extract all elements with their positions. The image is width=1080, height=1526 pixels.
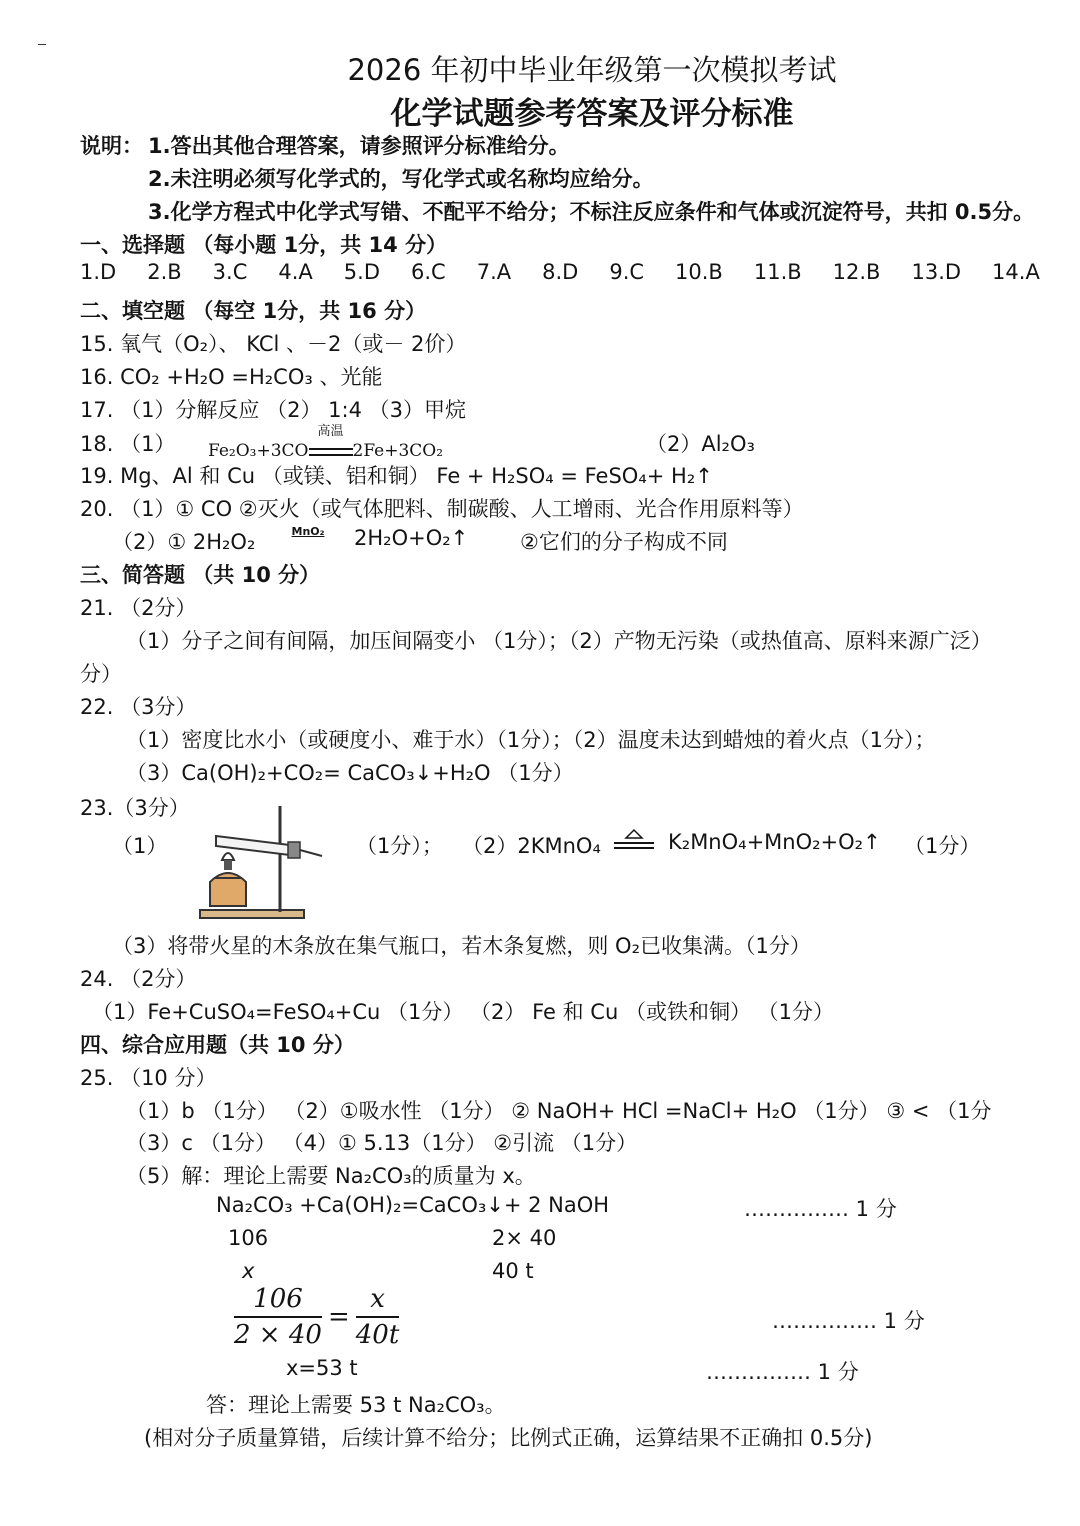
mcq-answer: 5.D — [343, 260, 380, 284]
answer-21-line2: 分） — [80, 662, 122, 686]
note-3: 3.化学方程式中化学式写错、不配平不给分；不标注反应条件和气体或沉淀符号，共扣 0.5分。 — [148, 200, 1035, 224]
clamp — [288, 842, 300, 858]
section-4-heading: 四、综合应用题（共 10 分） — [80, 1033, 355, 1057]
answer-17: 17. （1）分解反应 （2） 1:4 （3）甲烷 — [80, 398, 466, 422]
mcq-answer: 6.C — [411, 260, 446, 284]
section-3-heading: 三、简答题 （共 10 分） — [80, 563, 321, 587]
answer-21-heading: 21. （2分） — [80, 596, 197, 620]
molar-mass-naoh: 2× 40 — [492, 1226, 557, 1250]
calc-result: x=53 t — [286, 1356, 358, 1380]
answer-19: 19. Mg、Al 和 Cu （或镁、铝和铜） Fe + H₂SO₄ = FeSO₄+ H₂↑ — [80, 464, 713, 488]
score-marker: …………… 1 分 — [744, 1197, 897, 1221]
notes-label: 说明： — [80, 134, 143, 158]
answer-18-number: 18. （1） — [80, 432, 176, 456]
fraction-left — [234, 1284, 322, 1350]
mcq-answer: 4.A — [278, 260, 313, 284]
section-2-heading: 二、填空题 （每空 1分，共 16 分） — [80, 299, 427, 323]
answer-20-condition — [284, 524, 332, 543]
mcq-answer: 3.C — [212, 260, 248, 284]
fraction-denominator: 2 × 40 — [234, 1320, 322, 1350]
condition-label: 高温 — [317, 424, 344, 439]
score-marker: …………… 1 分 — [706, 1360, 859, 1384]
answer-23-part1-score: （1分）； — [356, 834, 443, 858]
answer-23-part2-reactant: （2）2KMnO₄ — [462, 834, 601, 858]
mcq-answer: 8.D — [542, 260, 579, 284]
answer-22-heading: 22. （3分） — [80, 695, 197, 719]
document-title: 化学试题参考答案及评分标准 — [390, 96, 794, 132]
stand-base — [200, 910, 304, 918]
final-answer: 答：理论上需要 53 t Na₂CO₃。 — [206, 1393, 506, 1417]
answer-18-equation — [208, 424, 444, 461]
answer-25-line2: （3）c （1分） （4）① 5.13（1分） ②引流 （1分） — [126, 1131, 638, 1155]
note-1: 1.答出其他合理答案，请参照评分标准给分。 — [148, 134, 570, 158]
answer-25-line1: （1）b （1分） （2）①吸水性 （1分） ② NaOH+ HCl =NaCl+ H₂O （1分） ③ < （1分 — [126, 1099, 992, 1123]
answer-25-line3: （5）解：理论上需要 Na₂CO₃的质量为 x。 — [126, 1164, 536, 1188]
wick-holder — [224, 860, 232, 870]
mcq-answer: 10.B — [675, 260, 723, 284]
fraction-denominator: 40t — [355, 1320, 400, 1350]
calc-equation: Na₂CO₃ +Ca(OH)₂=CaCO₃↓+ 2 NaOH — [216, 1193, 610, 1217]
answer-15: 15. 氧气（O₂）、 KCl 、－2（或－ 2价） — [80, 332, 467, 356]
condition-label: MnO₂ — [291, 525, 325, 538]
grading-note: (相对分子质量算错，后续计算不给分；比例式正确，运算结果不正确扣 0.5分) — [144, 1426, 873, 1450]
answer-23-heading: 23.（3分） — [80, 796, 190, 820]
answer-20-part2-left: （2）① 2H₂O₂ — [112, 530, 256, 554]
answer-20-part1: 20. （1）① CO ②灭火（或气体肥料、制碳酸、人工增雨、光合作用原料等） — [80, 497, 804, 521]
equation-products: 2Fe+3CO₂ — [352, 441, 444, 461]
mcq-answer: 13.D — [911, 260, 962, 284]
flame — [222, 853, 234, 860]
answer-20-part2-tail: ②它们的分子构成不同 — [520, 530, 728, 554]
molar-mass-na2co3: 106 — [228, 1226, 269, 1250]
mcq-answer: 7.A — [476, 260, 512, 284]
fraction-numerator: x — [370, 1284, 385, 1314]
mcq-answer: 9.C — [609, 260, 645, 284]
section-1-heading: 一、选择题 （每小题 1分，共 14 分） — [80, 233, 448, 257]
answer-22-line2: （3）Ca(OH)₂+CO₂= CaCO₃↓+H₂O （1分） — [126, 761, 574, 785]
answer-23-part3: （3）将带火星的木条放在集气瓶口，若木条复燃，则 O₂已收集满。（1分） — [112, 934, 811, 958]
answer-24-line1: （1）Fe+CuSO₄=FeSO₄+Cu （1分） （2） Fe 和 Cu （或铁和铜） （1分） — [92, 1000, 834, 1024]
answer-25-heading: 25. （10 分） — [80, 1066, 217, 1090]
answer-22-line1: （1）密度比水小（或硬度小、难于水）（1分）；（2）温度未达到蜡烛的着火点（1分）； — [126, 728, 936, 752]
answer-18-part2: （2）Al₂O₃ — [646, 432, 755, 456]
answer-24-heading: 24. （2分） — [80, 967, 197, 991]
answer-23-part2-products: K₂MnO₄+MnO₂+O₂↑ — [668, 830, 881, 854]
answer-23-part1: （1） — [112, 834, 168, 858]
delivery-tube — [300, 850, 322, 856]
mcq-answer: 12.B — [832, 260, 881, 284]
mcq-answers — [80, 260, 1040, 284]
scan-mark — [38, 44, 46, 45]
unknown-x: x — [242, 1259, 255, 1283]
equation-reactants: Fe₂O₃+3CO — [208, 441, 309, 461]
answer-23-part2-score: （1分） — [904, 834, 981, 858]
mcq-answer: 1.D — [80, 260, 117, 284]
note-2: 2.未注明必须写化学式的，写化学式或名称均应给分。 — [148, 167, 654, 191]
oxygen-apparatus-illustration — [196, 802, 326, 922]
answer-16: 16. CO₂ +H₂O =H₂CO₃ 、光能 — [80, 365, 383, 389]
mcq-answer: 11.B — [753, 260, 802, 284]
mcq-answer: 14.A — [992, 260, 1040, 284]
mcq-answer: 2.B — [147, 260, 182, 284]
answer-20-part2-right: 2H₂O+O₂↑ — [354, 526, 469, 550]
proportion-equation: $\frac{106}{2 \times 40}$ = $\frac{x}{40t}$ — [234, 1284, 400, 1350]
answer-21-line1: （1）分子之间有间隔，加压间隔变小 （1分）；（2）产物无污染（或热值高、原料来源广泛） — [126, 629, 992, 653]
fraction-right — [356, 1284, 400, 1350]
reaction-condition — [309, 424, 353, 456]
score-marker: …………… 1 分 — [772, 1309, 925, 1333]
fraction-numerator: 106 — [253, 1284, 303, 1314]
exam-title: 2026 年初中毕业年级第一次模拟考试 — [347, 53, 837, 87]
mass-naoh: 40 t — [492, 1259, 534, 1283]
heating-condition-symbol — [612, 828, 656, 854]
